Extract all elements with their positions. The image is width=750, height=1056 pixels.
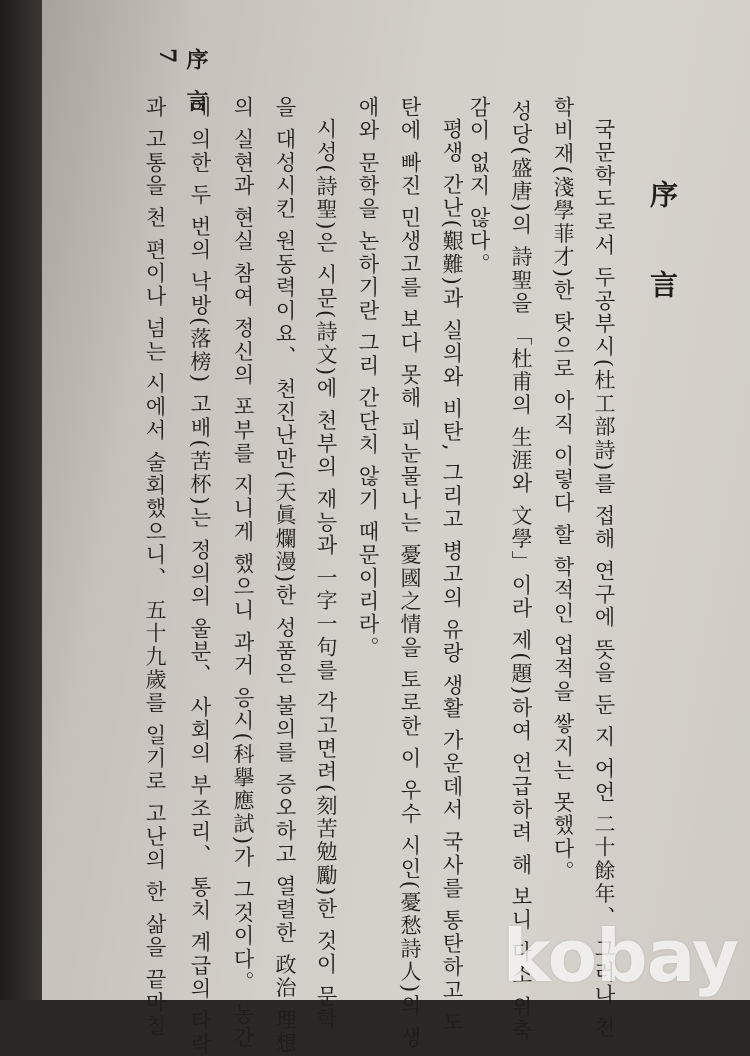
text-column-2: 학비재(淺學菲才)한 탓으로 아직 이렇다 할 학적인 업적을 쌓지는 못했다。	[551, 96, 575, 884]
section-title: 序 言	[646, 180, 679, 324]
text-column-10: 의 실현과 현실 참여 정신의 포부를 지니게 했으니 과거 응시(科擧應試)가 그것이다。 농간	[231, 96, 255, 1050]
text-column-1: 국문학도로서 두공부시(杜工部詩)를 접해 연구에 뜻을 둔 지 어언 二十餘年、 그러나 천	[592, 118, 616, 1040]
page-number: 7	[154, 48, 180, 70]
text-column-7: 애와 문학을 논하기란 그리 간단치 않기 때문이리라。	[356, 96, 380, 660]
text-column-12: 과 고통을 천 편이나 넘는 시에서 술회했으니、 五十九歲를 일기로 고난의 한 삶을 끝마칠	[143, 96, 167, 1038]
book-page	[42, 0, 750, 1056]
text-column-11: 에 의한 두 번의 낙방(落榜) 고배(苦杯)는 정의의 울분、 사회의 부조리、 통치 계급의 타락	[188, 96, 212, 1056]
text-column-9: 을 대성시킨 원동력이요、 천진난만(天眞爛漫)한 성품은 불의를 증오하고 열렬한 政治 理想	[273, 96, 297, 1056]
text-column-8: 시성(詩聖)은 시문(詩文)에 천부의 재능과 一字一句를 각고면려(刻苦勉勵)한 것이 문학	[314, 118, 338, 1032]
text-column-5: 평생 간난(艱難)과 실의와 비탄, 그리고 병고의 유랑 생활 가운데서 국사를 통탄하고 도	[440, 118, 464, 1035]
watermark-logo: kobay	[502, 914, 738, 998]
text-column-6: 탄에 빠진 민생고를 보다 못해 피눈물나는 憂國之情을 토로한 이 우수 시인(憂愁詩人)의 생	[398, 96, 422, 1050]
text-column-4: 감이 없지 않다。	[467, 96, 491, 277]
text-column-3: 성당(盛唐)의 詩聖을 「杜甫의 生涯와 文學」이라 제(題)하여 언급하려 해 보니 다소 위축	[509, 100, 533, 1043]
running-header: 序 言	[183, 48, 209, 118]
